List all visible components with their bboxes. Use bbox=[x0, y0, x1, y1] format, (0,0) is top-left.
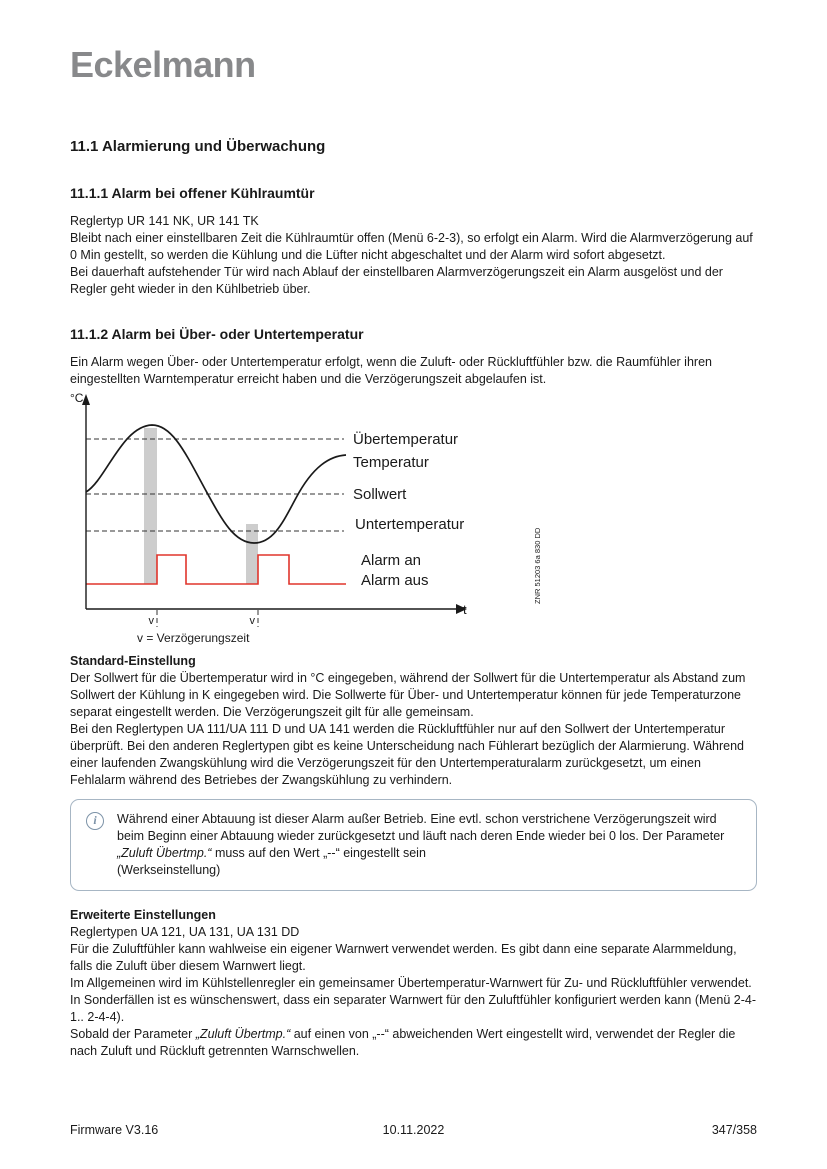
paragraph: Ein Alarm wegen Über- oder Untertemperatur erfolgt, wenn die Zuluft- oder Rückluftfühler bzw. die Raumfühler ihren eingestellten Warntemperatur erreicht haben und die Verzögerungszeit abgelaufen ist. bbox=[70, 355, 712, 386]
paragraph: Im Allgemeinen wird im Kühlstellenregler ein gemeinsamer Übertemperatur-Warnwert für Zu- und Rückluftfühler verwendet. In Sonderfällen ist es wünschenswert, dass ein separater Warnwert für den Zuluftfühler konfiguriert werden kann (Menü 2-4-1.. 2-4-4). bbox=[70, 976, 756, 1024]
footer-date: 10.11.2022 bbox=[382, 1123, 445, 1137]
label-uebertemperatur: Übertemperatur bbox=[353, 431, 459, 448]
paragraph: Reglertypen UA 121, UA 131, UA 131 DD bbox=[70, 925, 300, 939]
footer-firmware-version: Firmware V3.16 bbox=[70, 1123, 159, 1137]
paragraph-segment: Sobald der Parameter bbox=[70, 1027, 196, 1041]
label-sollwert: Sollwert bbox=[353, 486, 407, 503]
standard-settings bbox=[70, 653, 757, 789]
delay-caption: v = Verzögerungszeit bbox=[137, 631, 250, 645]
y-axis-label: °C bbox=[70, 392, 84, 405]
footer-page-number: 347/358 bbox=[711, 1123, 757, 1137]
paragraph-segment: auf einen von „--“ abweichenden Wert eingestellt wird, verwendet der Regler die nach Zuluft und Rückluft getrennten Warnschwellen. bbox=[70, 1027, 736, 1058]
label-temperatur: Temperatur bbox=[353, 454, 429, 471]
section-11-1-1-body bbox=[70, 213, 757, 298]
delay-band-1 bbox=[144, 428, 157, 584]
info-icon: i bbox=[86, 812, 104, 830]
drawing-number: ZNR 51203 6a 830 DD bbox=[533, 527, 542, 604]
section-title-11-1: 11.1 Alarmierung und Überwachung bbox=[70, 138, 326, 155]
delay-marker-v2: v bbox=[249, 615, 255, 627]
paragraph: Bleibt nach einer einstellbaren Zeit die Kühlraumtür offen (Menü 6-2-3), so erfolgt ein Alarm. Wird die Alarmverzögerung auf 0 Min gestellt, so werden die Kühlung und die Lüfter nicht abgeschaltet und der Alarm wird sofort abgesetzt. bbox=[70, 231, 753, 262]
eckelmann-logo: Eckelmann bbox=[70, 44, 256, 85]
label-alarm-an: Alarm an bbox=[361, 552, 422, 569]
note-text bbox=[117, 811, 740, 879]
diagram-canvas bbox=[70, 392, 575, 647]
label-alarm-aus: Alarm aus bbox=[361, 572, 429, 589]
paragraph: Reglertyp UR 141 NK, UR 141 TK bbox=[70, 214, 259, 228]
section-title-11-1-1: 11.1.1 Alarm bei offener Kühlraumtür bbox=[70, 185, 315, 201]
extended-settings bbox=[70, 907, 757, 1060]
temperature-alarm-diagram bbox=[70, 392, 757, 647]
temperature-curve bbox=[86, 425, 346, 543]
section-11-1-2-intro bbox=[70, 354, 757, 388]
note-text-parameter: „Zuluft Übertmp.“ bbox=[117, 846, 212, 860]
alarm-signal bbox=[86, 555, 346, 584]
extended-heading: Erweiterte Einstellungen bbox=[70, 908, 216, 922]
paragraph: Bei dauerhaft aufstehender Tür wird nach Ablauf der einstellbaren Alarmverzögerungszeit ein Alarm ausgelöst und der Regler geht wieder in den Kühlbetrieb über. bbox=[70, 265, 723, 296]
paragraph: Der Sollwert für die Übertemperatur wird in °C eingegeben, während der Sollwert für die Untertemperatur als Abstand zum Sollwert der Kühlung in K eingegeben wird. Die Sollwerte für Über- und Untertemperatur können für jede Temperaturzone separat eingestellt werden. Die Verzögerungszeit gilt für alle gemeinsam. bbox=[70, 671, 746, 719]
note-text-segment: (Werkseinstellung) bbox=[117, 863, 221, 877]
paragraph bbox=[70, 1026, 757, 1060]
section-title-11-1-2: 11.1.2 Alarm bei Über- oder Untertemperatur bbox=[70, 326, 364, 342]
standard-heading: Standard-Einstellung bbox=[70, 654, 196, 668]
note-text-segment: muss auf den Wert „--“ eingestellt sein bbox=[211, 846, 426, 860]
delay-marker-v1: v bbox=[148, 615, 154, 627]
paragraph: Bei den Reglertypen UA 111/UA 111 D und UA 141 werden die Rückluftfühler nur auf den Sollwert der Untertemperatur überprüft. Bei den anderen Reglertypen gibt es keine Unterscheidung nach Fühlerart bezüglich der Alarmierung. Während einer laufenden Zwangskühlung wird die Verzögerungszeit für den Untertemperaturalarm zurückgesetzt, um einen Fehlalarm während des Betriebes der Zwangskühlung zu verhindern. bbox=[70, 722, 745, 787]
note-text-segment: Während einer Abtauung ist dieser Alarm außer Betrieb. Eine evtl. schon verstrichene Verzögerungszeit wird beim Beginn einer Abtauung wieder zurückgesetzt und läuft nach deren Ende wieder bei 0 los. Der Parameter bbox=[117, 812, 725, 843]
paragraph-parameter: „Zuluft Übertmp.“ bbox=[195, 1027, 291, 1041]
page-footer bbox=[70, 1123, 757, 1137]
info-note-box bbox=[70, 799, 757, 891]
paragraph: Für die Zuluftfühler kann wahlweise ein eigener Warnwert verwendet werden. Es gibt dann eine separate Alarmmeldung, falls die Zuluft über diesem Warnwert liegt. bbox=[70, 942, 737, 973]
delay-band-2 bbox=[246, 524, 258, 584]
x-axis-label: t bbox=[463, 602, 467, 617]
label-untertemperatur: Untertemperatur bbox=[355, 516, 465, 533]
